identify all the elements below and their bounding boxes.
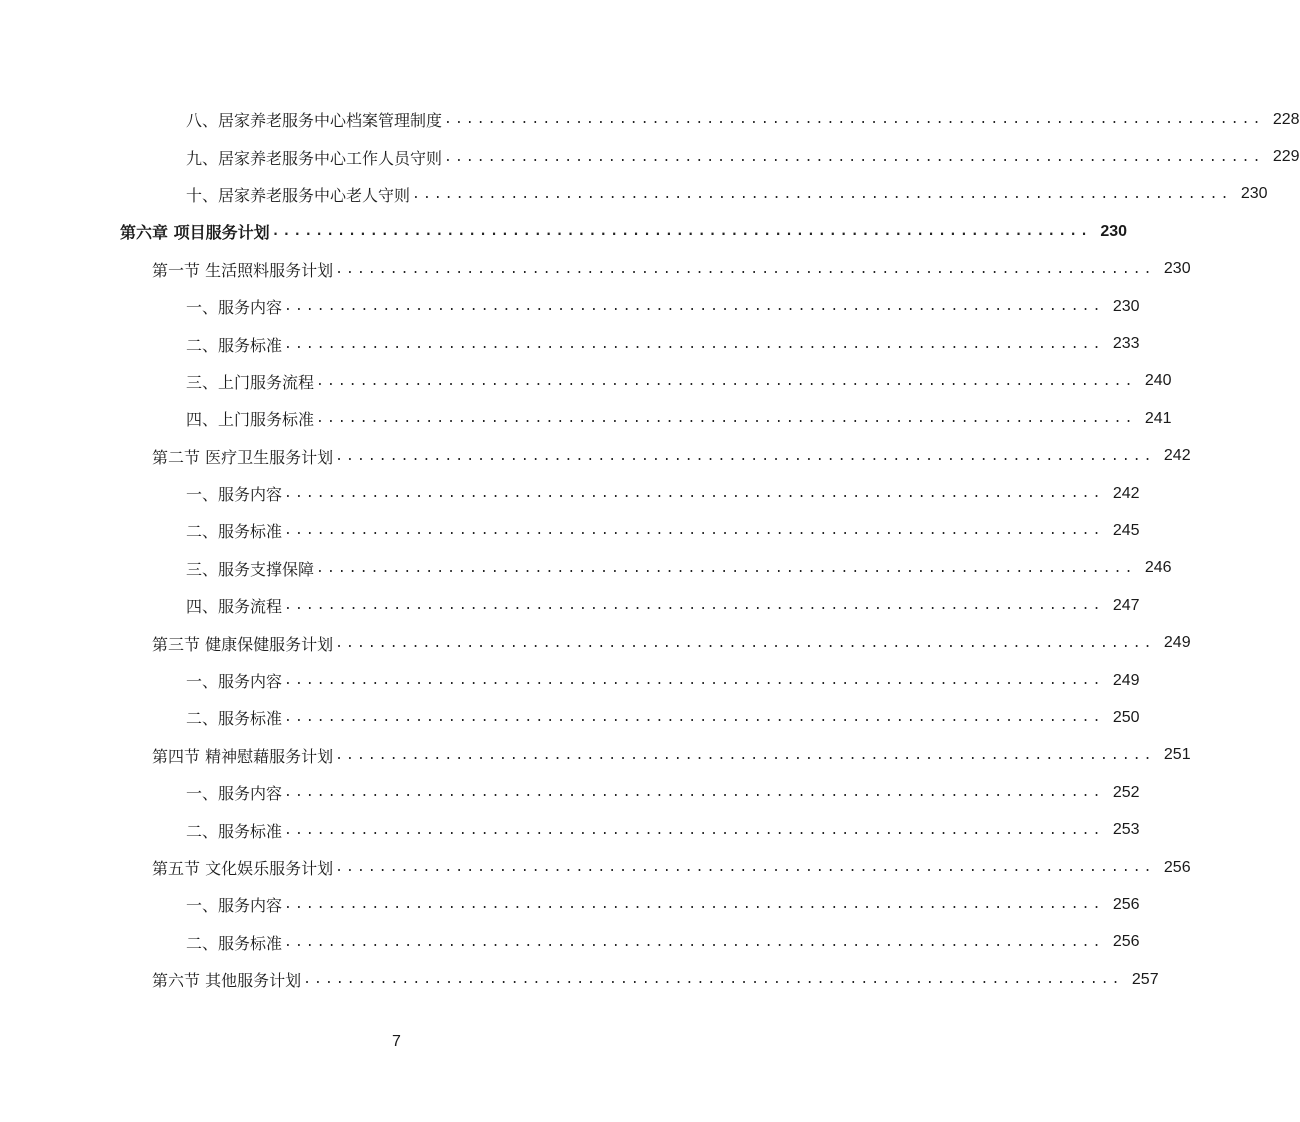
toc-entry-page: 253 — [1112, 821, 1140, 839]
toc-entry-item[interactable] — [0, 363, 1172, 400]
dot-leader: ........................................................................... — [284, 673, 1104, 689]
toc-entry-page: 256 — [1112, 895, 1140, 913]
dot-leader: ........................................................................... — [284, 710, 1104, 726]
dot-leader: ........................................................................... — [316, 373, 1136, 389]
toc-entry-chapter[interactable] — [0, 213, 1128, 250]
toc-entry-item[interactable] — [0, 811, 1140, 848]
dot-leader: ........................................................................... — [271, 224, 1092, 240]
dot-leader: ........................................................................... — [335, 261, 1155, 277]
toc-entry-page: 242 — [1112, 484, 1140, 502]
toc-entry-title: 第二节 医疗卫生服务计划 — [152, 447, 334, 467]
toc-entry-title: 一、服务内容 — [186, 896, 283, 916]
toc-entry-section[interactable] — [0, 624, 1191, 661]
toc-entry-page: 245 — [1112, 521, 1140, 539]
toc-entry-page: 230 — [1112, 297, 1140, 315]
toc-entry-page: 252 — [1112, 783, 1140, 801]
toc-entry-page: 242 — [1163, 447, 1191, 465]
toc-entry-page: 256 — [1112, 933, 1140, 951]
dot-leader: ........................................................................... — [303, 972, 1123, 988]
toc-entry-item[interactable] — [0, 774, 1140, 811]
toc-entry-title: 二、服务标准 — [186, 933, 283, 953]
toc-entry-page: 249 — [1163, 634, 1191, 652]
toc-entry-title: 第六章 项目服务计划 — [120, 223, 270, 243]
dot-leader: ........................................................................... — [284, 299, 1104, 315]
toc-entry-title: 十、居家养老服务中心老人守则 — [186, 185, 411, 205]
toc-entry-title: 三、服务支撑保障 — [186, 559, 315, 579]
dot-leader: ........................................................................... — [284, 523, 1104, 539]
toc-entry-page: 228 — [1272, 110, 1300, 128]
dot-leader: ........................................................................... — [316, 560, 1136, 576]
dot-leader: ........................................................................... — [284, 598, 1104, 614]
toc-entry-title: 二、服务标准 — [186, 335, 283, 355]
toc-entry-title: 第三节 健康保健服务计划 — [152, 634, 334, 654]
page-number: 7 — [392, 1033, 401, 1050]
toc-entry-title: 一、服务内容 — [186, 784, 283, 804]
dot-leader: ........................................................................... — [284, 336, 1104, 352]
toc-entry-title: 八、居家养老服务中心档案管理制度 — [186, 111, 443, 131]
dot-leader: ........................................................................... — [284, 822, 1104, 838]
toc-entry-page: 229 — [1272, 148, 1300, 166]
dot-leader: ........................................................................... — [284, 785, 1104, 801]
toc-entry-item[interactable] — [0, 138, 1300, 175]
toc-entry-page: 230 — [1100, 222, 1128, 240]
toc-entry-title: 九、居家养老服务中心工作人员守则 — [186, 148, 443, 168]
toc-entry-title: 一、服务内容 — [186, 298, 283, 318]
toc-entry-item[interactable] — [0, 288, 1140, 325]
dot-leader: ........................................................................... — [335, 747, 1155, 763]
toc-entry-title: 二、服务标准 — [186, 522, 283, 542]
toc-entry-title: 二、服务标准 — [186, 821, 283, 841]
toc-entry-section[interactable] — [0, 849, 1191, 886]
toc-entry-item[interactable] — [0, 475, 1140, 512]
toc-entry-item[interactable] — [0, 924, 1140, 961]
dot-leader: ........................................................................... — [335, 448, 1155, 464]
toc-entry-title: 三、上门服务流程 — [186, 372, 315, 392]
dot-leader: ........................................................................... — [284, 486, 1104, 502]
toc-entry-item[interactable] — [0, 176, 1268, 213]
dot-leader: ........................................................................... — [444, 112, 1264, 128]
dot-leader: ........................................................................... — [444, 149, 1264, 165]
dot-leader: ........................................................................... — [335, 635, 1155, 651]
table-of-contents — [0, 101, 1300, 998]
toc-entry-item[interactable] — [0, 512, 1140, 549]
toc-entry-title: 第五节 文化娱乐服务计划 — [152, 859, 334, 878]
toc-entry-section[interactable] — [0, 961, 1159, 998]
toc-entry-page: 251 — [1163, 746, 1191, 764]
toc-entry-section[interactable] — [0, 251, 1191, 288]
toc-entry-page: 256 — [1163, 858, 1191, 876]
toc-entry-item[interactable] — [0, 101, 1300, 138]
toc-entry-page: 240 — [1144, 372, 1172, 390]
toc-entry-item[interactable] — [0, 325, 1140, 362]
toc-entry-item[interactable] — [0, 662, 1140, 699]
toc-entry-item[interactable] — [0, 400, 1172, 437]
toc-entry-section[interactable] — [0, 737, 1191, 774]
toc-entry-title: 第一节 生活照料服务计划 — [152, 260, 334, 280]
toc-entry-item[interactable] — [0, 587, 1140, 624]
toc-entry-page: 257 — [1131, 970, 1159, 988]
toc-entry-title: 二、服务标准 — [186, 709, 283, 729]
toc-entry-page: 233 — [1112, 335, 1140, 353]
toc-entry-item[interactable] — [0, 699, 1140, 736]
toc-entry-title: 一、服务内容 — [186, 485, 283, 505]
dot-leader: ........................................................................... — [412, 186, 1232, 202]
toc-entry-page: 230 — [1163, 260, 1191, 278]
toc-entry-page: 246 — [1144, 559, 1172, 577]
toc-entry-item[interactable] — [0, 886, 1140, 923]
dot-leader: ........................................................................... — [335, 860, 1155, 875]
dot-leader: ........................................................................... — [284, 897, 1104, 913]
dot-leader: ........................................................................... — [284, 934, 1104, 950]
dot-leader: ........................................................................... — [316, 411, 1136, 427]
toc-entry-title: 第六节 其他服务计划 — [152, 971, 302, 991]
toc-entry-title: 一、服务内容 — [186, 672, 283, 692]
toc-entry-section[interactable] — [0, 438, 1191, 475]
toc-entry-item[interactable] — [0, 550, 1172, 587]
toc-entry-title: 四、上门服务标准 — [186, 410, 315, 430]
toc-entry-page: 230 — [1240, 185, 1268, 203]
toc-entry-page: 241 — [1144, 409, 1172, 427]
toc-entry-page: 247 — [1112, 596, 1140, 614]
toc-entry-title: 第四节 精神慰藉服务计划 — [152, 746, 334, 766]
toc-entry-page: 249 — [1112, 671, 1140, 689]
toc-entry-page: 250 — [1112, 708, 1140, 726]
toc-entry-title: 四、服务流程 — [186, 597, 283, 617]
